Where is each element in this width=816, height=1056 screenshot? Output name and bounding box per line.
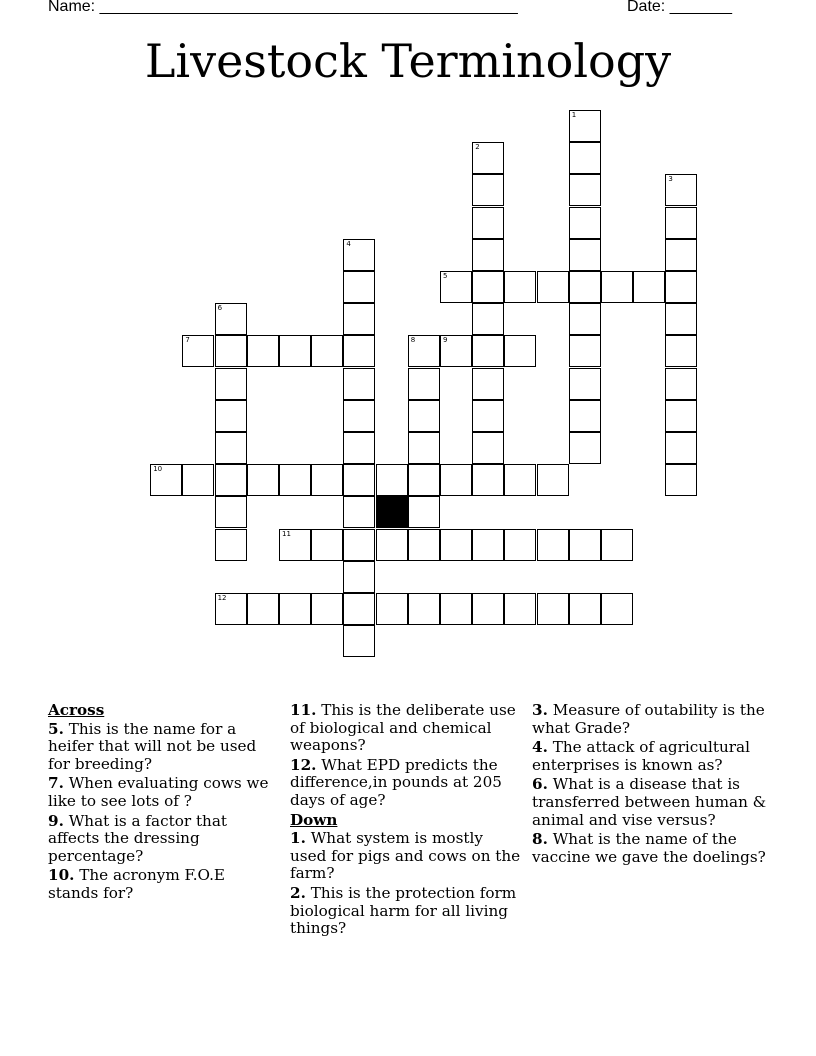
- clue-text: What is a factor that affects the dressing percentage?: [48, 811, 227, 865]
- crossword-cell[interactable]: [376, 593, 408, 625]
- crossword-cell[interactable]: [247, 464, 279, 496]
- crossword-cell[interactable]: [504, 335, 536, 367]
- crossword-cell[interactable]: [537, 529, 569, 561]
- crossword-cell[interactable]: [472, 207, 504, 239]
- crossword-cell[interactable]: [311, 464, 343, 496]
- crossword-cell[interactable]: [215, 368, 247, 400]
- crossword-cell[interactable]: [279, 335, 311, 367]
- clue-number: 12.: [290, 755, 317, 774]
- crossword-cell[interactable]: [601, 593, 633, 625]
- clue-number-label: 11: [282, 529, 291, 538]
- date-field-label: Date: _______: [627, 0, 732, 15]
- clue-number: 11.: [290, 701, 317, 719]
- crossword-cell[interactable]: [343, 335, 375, 367]
- crossword-cell[interactable]: [440, 593, 472, 625]
- crossword-cell[interactable]: [569, 142, 601, 174]
- crossword-cell[interactable]: [343, 368, 375, 400]
- crossword-black-cell: [376, 496, 408, 528]
- crossword-cell[interactable]: [601, 529, 633, 561]
- clue-down-4: [532, 739, 772, 774]
- crossword-cell[interactable]: [472, 464, 504, 496]
- crossword-cell[interactable]: [311, 335, 343, 367]
- crossword-cell[interactable]: [311, 529, 343, 561]
- crossword-cell[interactable]: [343, 271, 375, 303]
- clue-number: 2.: [290, 883, 306, 902]
- page-title: Livestock Terminology: [144, 34, 672, 88]
- crossword-cell[interactable]: [215, 432, 247, 464]
- crossword-cell[interactable]: [215, 593, 247, 625]
- clue-number-label: 9: [443, 336, 448, 345]
- crossword-cell[interactable]: [665, 303, 697, 335]
- crossword-cell[interactable]: [408, 400, 440, 432]
- crossword-cell[interactable]: [376, 464, 408, 496]
- crossword-cell[interactable]: [343, 625, 375, 657]
- crossword-cell[interactable]: [247, 335, 279, 367]
- crossword-cell[interactable]: [182, 464, 214, 496]
- clue-number: 4.: [532, 738, 548, 757]
- crossword-cell[interactable]: [215, 400, 247, 432]
- crossword-cell[interactable]: [665, 432, 697, 464]
- crossword-cell[interactable]: [472, 529, 504, 561]
- crossword-cell[interactable]: [472, 239, 504, 271]
- crossword-cell[interactable]: [343, 239, 375, 271]
- clue-down-8: [532, 831, 772, 866]
- crossword-cell[interactable]: [343, 432, 375, 464]
- down-heading: Down: [290, 810, 338, 829]
- clue-number-label: 10: [153, 465, 163, 474]
- clue-across-12: [290, 757, 522, 810]
- crossword-cell[interactable]: [569, 303, 601, 335]
- clue-number-label: 8: [410, 336, 416, 345]
- clue-number: 7.: [48, 774, 64, 793]
- crossword-cell[interactable]: [343, 303, 375, 335]
- crossword-cell[interactable]: [215, 496, 247, 528]
- crossword-cell[interactable]: [408, 496, 440, 528]
- crossword-cell[interactable]: [665, 335, 697, 367]
- crossword-cell[interactable]: [376, 529, 408, 561]
- clue-across-11: [290, 702, 522, 755]
- crossword-cell[interactable]: [279, 593, 311, 625]
- clue-number: 9.: [48, 811, 64, 830]
- crossword-cell[interactable]: [504, 464, 536, 496]
- crossword-cell[interactable]: [343, 529, 375, 561]
- crossword-cell[interactable]: [408, 464, 440, 496]
- crossword-cell[interactable]: [665, 368, 697, 400]
- clue-text: Measure of outability is the what Grade?: [532, 701, 765, 737]
- crossword-cell[interactable]: [311, 593, 343, 625]
- clue-number: 5.: [48, 719, 64, 738]
- clue-text: The attack of agricultural enterprises is known as?: [532, 738, 750, 774]
- crossword-cell[interactable]: [665, 239, 697, 271]
- clue-number-label: 2: [475, 143, 480, 152]
- crossword-cell[interactable]: [504, 593, 536, 625]
- crossword-cell[interactable]: [569, 335, 601, 367]
- crossword-cell[interactable]: [569, 529, 601, 561]
- crossword-cell[interactable]: [665, 207, 697, 239]
- clue-text: The acronym F.O.E stands for?: [48, 866, 226, 902]
- crossword-cell[interactable]: [569, 271, 601, 303]
- clue-text: What is the name of the vaccine we gave the doelings?: [532, 830, 766, 866]
- clue-down-1: [290, 830, 522, 883]
- clue-number-label: 5: [443, 272, 448, 280]
- crossword-cell[interactable]: [569, 593, 601, 625]
- crossword-cell[interactable]: [537, 593, 569, 625]
- crossword-cell[interactable]: [215, 303, 247, 335]
- crossword-cell[interactable]: [472, 593, 504, 625]
- clue-number-label: 12: [217, 594, 227, 602]
- crossword-cell[interactable]: [440, 464, 472, 496]
- crossword-cell[interactable]: [343, 593, 375, 625]
- crossword-cell[interactable]: [215, 529, 247, 561]
- clue-number-label: 4: [346, 239, 351, 248]
- clue-number-label: 6: [217, 304, 223, 313]
- crossword-cell[interactable]: [665, 174, 697, 206]
- clue-text: This is the protection form biological harm for all living things?: [290, 883, 517, 938]
- crossword-cell[interactable]: [665, 464, 697, 496]
- crossword-cell[interactable]: [569, 174, 601, 206]
- crossword-cell[interactable]: [537, 464, 569, 496]
- clue-down-2: [290, 885, 522, 938]
- clue-text: What is a disease that is transferred between human & animal and vise versus?: [532, 775, 767, 829]
- clue-number: 8.: [532, 830, 548, 849]
- clue-across-7: [48, 775, 278, 810]
- crossword-cell[interactable]: [665, 271, 697, 303]
- clue-number: 10.: [48, 866, 75, 885]
- clue-text: What EPD predicts the difference,in pounds at 205 days of age?: [290, 755, 502, 809]
- crossword-cell[interactable]: [440, 529, 472, 561]
- clue-text: What system is mostly used for pigs and cows on the farm?: [290, 829, 521, 883]
- crossword-cell[interactable]: [215, 464, 247, 496]
- crossword-cell[interactable]: [472, 432, 504, 464]
- crossword-cell[interactable]: [150, 464, 182, 496]
- crossword-cell[interactable]: [504, 271, 536, 303]
- crossword-cell[interactable]: [472, 368, 504, 400]
- crossword-cell[interactable]: [569, 110, 601, 142]
- clue-down-6: [532, 776, 772, 829]
- clue-number-label: 7: [185, 336, 190, 345]
- crossword-cell[interactable]: [343, 464, 375, 496]
- crossword-cell[interactable]: [569, 368, 601, 400]
- clue-across-5: [48, 721, 278, 774]
- crossword-cell[interactable]: [215, 335, 247, 367]
- clue-number: 6.: [532, 775, 548, 794]
- crossword-cell[interactable]: [440, 335, 472, 367]
- crossword-cell[interactable]: [472, 271, 504, 303]
- clues-column-2: [290, 702, 522, 940]
- crossword-cell[interactable]: [569, 239, 601, 271]
- clue-text: When evaluating cows we like to see lots of ?: [48, 774, 269, 810]
- crossword-cell[interactable]: [472, 142, 504, 174]
- crossword-cell[interactable]: [408, 432, 440, 464]
- crossword-cell[interactable]: [279, 529, 311, 561]
- clue-text: This is the deliberate use of biological and chemical weapons?: [290, 701, 516, 755]
- crossword-cell[interactable]: [472, 400, 504, 432]
- crossword-cell[interactable]: [633, 271, 665, 303]
- crossword-cell[interactable]: [472, 174, 504, 206]
- crossword-cell[interactable]: [182, 335, 214, 367]
- clue-text: This is the name for a heifer that will not be used for breeding?: [48, 719, 257, 773]
- crossword-cell[interactable]: [504, 529, 536, 561]
- crossword-cell[interactable]: [537, 271, 569, 303]
- crossword-cell[interactable]: [472, 303, 504, 335]
- across-heading: Across: [48, 701, 105, 719]
- crossword-cell[interactable]: [343, 400, 375, 432]
- clue-across-9: [48, 813, 278, 866]
- clues-column-3: [532, 702, 772, 868]
- crossword-cell[interactable]: [601, 271, 633, 303]
- crossword-cell[interactable]: [569, 207, 601, 239]
- crossword-cell[interactable]: [665, 400, 697, 432]
- clue-down-3: [532, 702, 772, 737]
- crossword-cell[interactable]: [472, 335, 504, 367]
- crossword-cell[interactable]: [408, 593, 440, 625]
- crossword-cell[interactable]: [343, 496, 375, 528]
- clues-column-1: [48, 702, 278, 905]
- clue-number: 3.: [532, 701, 548, 719]
- name-field-label: Name: _______________________________________________: [48, 0, 518, 15]
- crossword-cell[interactable]: [343, 561, 375, 593]
- crossword-cell[interactable]: [408, 368, 440, 400]
- crossword-cell[interactable]: [408, 335, 440, 367]
- crossword-cell[interactable]: [408, 529, 440, 561]
- clue-number: 1.: [290, 829, 306, 848]
- crossword-cell[interactable]: [440, 271, 472, 303]
- crossword-cell[interactable]: [569, 432, 601, 464]
- clue-number-label: 3: [668, 175, 673, 184]
- crossword-cell[interactable]: [247, 593, 279, 625]
- crossword-cell[interactable]: [569, 400, 601, 432]
- crossword-cell[interactable]: [279, 464, 311, 496]
- clue-across-10: [48, 867, 278, 902]
- clue-number-label: 1: [571, 111, 577, 119]
